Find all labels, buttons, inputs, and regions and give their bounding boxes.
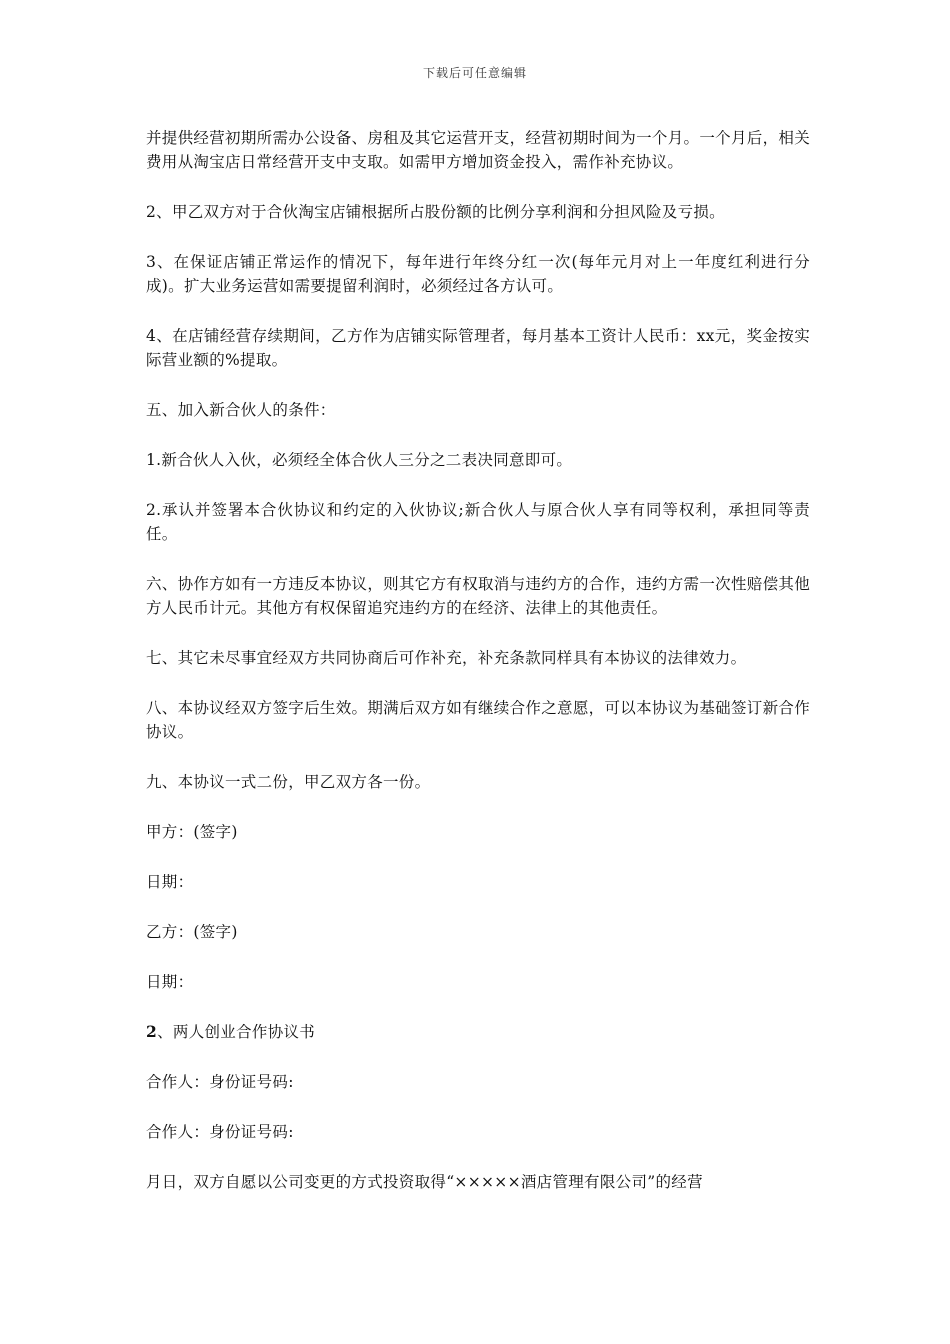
date-party-a: 日期： bbox=[146, 873, 194, 891]
signature-party-a: 甲方：(签字) bbox=[146, 823, 238, 841]
signature-party-b: 乙方：(签字) bbox=[146, 923, 238, 941]
section-heading-new-partner: 五、加入新合伙人的条件： bbox=[146, 401, 336, 419]
paragraph-profit-sharing: 2、甲乙双方对于合伙淘宝店铺根据所占股份额的比例分享利润和分担风险及亏损。 bbox=[146, 203, 725, 221]
paragraph-funding: 并提供经营初期所需办公设备、房租及其它运营开支，经营初期时间为一个月。一个月后，相关费用从淘宝店日常经营开支中支取。如需甲方增加资金投入，需作补充协议。 bbox=[146, 129, 810, 171]
paragraph-new-partner-2: 2.承认并签署本合伙协议和约定的入伙协议;新合伙人与原合伙人享有同等权利，承担同等责任。 bbox=[146, 501, 810, 543]
paragraph-supplement: 七、其它未尽事宜经双方共同协商后可作补充，补充条款同样具有本协议的法律效力。 bbox=[146, 649, 747, 667]
partner-line-1: 合作人：身份证号码: bbox=[146, 1073, 294, 1091]
document-body bbox=[146, 126, 810, 1220]
paragraph-new-partner-1: 1.新合伙人入伙，必须经全体合伙人三分之二表决同意即可。 bbox=[146, 451, 573, 469]
paragraph-breach: 六、协作方如有一方违反本协议，则其它方有权取消与违约方的合作，违约方需一次性赔偿其他方人民币计元。其他方有权保留追究违约方的在经济、法律上的其他责任。 bbox=[146, 575, 810, 617]
section-number: 2 bbox=[146, 1022, 158, 1041]
paragraph-effective: 八、本协议经双方签字后生效。期满后双方如有继续合作之意愿，可以本协议为基础签订新合作协议。 bbox=[146, 699, 810, 741]
page-header: 下载后可任意编辑 bbox=[422, 66, 527, 80]
paragraph-salary: 4、在店铺经营存续期间，乙方作为店铺实际管理者，每月基本工资计人民币：xx元，奖金按实际营业额的%提取。 bbox=[146, 327, 810, 369]
partner-line-2: 合作人：身份证号码: bbox=[146, 1123, 294, 1141]
section-title-2 bbox=[146, 1020, 810, 1044]
date-party-b: 日期： bbox=[146, 973, 194, 991]
paragraph-investment: 月日，双方自愿以公司变更的方式投资取得“×××××酒店管理有限公司”的经营 bbox=[146, 1173, 703, 1191]
paragraph-dividend: 3、在保证店铺正常运作的情况下，每年进行年终分红一次(每年元月对上一年度红利进行分成)。扩大业务运营如需要提留利润时，必须经过各方认可。 bbox=[146, 253, 810, 295]
paragraph-copies: 九、本协议一式二份，甲乙双方各一份。 bbox=[146, 773, 431, 791]
section-title-text: 、两人创业合作协议书 bbox=[157, 1023, 316, 1041]
